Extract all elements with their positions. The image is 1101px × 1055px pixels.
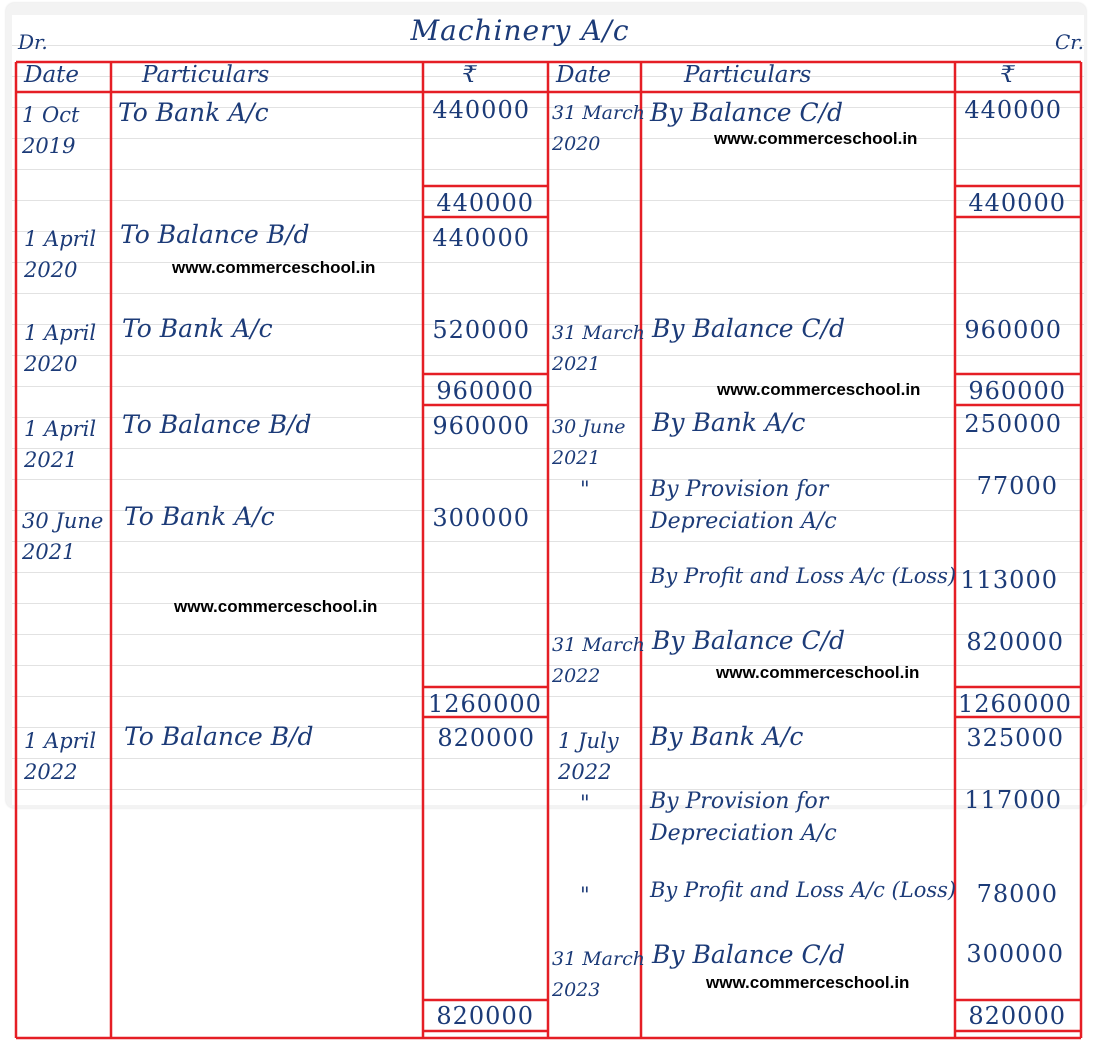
credit-date: ": [580, 883, 590, 907]
credit-date: ": [580, 477, 590, 501]
credit-label: Cr.: [1055, 30, 1085, 54]
watermark: www.commerceschool.in: [172, 258, 376, 277]
debit-amount: 440000: [432, 224, 530, 252]
credit-date: 31 March 2021: [552, 322, 645, 375]
debit-amount: 440000: [432, 96, 530, 124]
debit-particulars: To Balance B/d: [122, 410, 312, 439]
debit-date: 1 April 2022: [24, 729, 97, 784]
header-right-date: Date: [556, 62, 612, 88]
debit-particulars: To Bank A/c: [124, 502, 275, 531]
credit-amount: 250000: [964, 410, 1062, 438]
credit-particulars: By Bank A/c: [650, 722, 804, 751]
watermark: www.commerceschool.in: [714, 129, 918, 148]
credit-date: 30 June 2021: [552, 416, 626, 469]
credit-particulars: By Provision for Depreciation A/c: [650, 477, 837, 534]
credit-amount: 117000: [964, 786, 1062, 814]
debit-date: 1 April 2021: [24, 417, 97, 472]
watermark: www.commerceschool.in: [717, 380, 921, 399]
debit-date: 30 June 2021: [22, 509, 104, 564]
credit-total: 440000: [968, 189, 1066, 217]
credit-particulars: By Provision for Depreciation A/c: [650, 789, 837, 846]
debit-particulars: To Bank A/c: [122, 314, 273, 343]
debit-amount: 820000: [437, 724, 535, 752]
credit-total: 960000: [968, 377, 1066, 405]
credit-particulars: By Balance C/d: [652, 626, 846, 655]
credit-particulars: By Balance C/d: [650, 98, 844, 127]
debit-label: Dr.: [18, 30, 48, 54]
credit-amount: 960000: [964, 316, 1062, 344]
debit-total: 820000: [436, 1002, 534, 1030]
credit-amount: 300000: [966, 940, 1064, 968]
credit-amount: 325000: [966, 724, 1064, 752]
header-left-amount: ₹: [462, 62, 477, 88]
credit-total: 1260000: [958, 690, 1072, 718]
credit-date: 31 March 2023: [552, 948, 645, 1001]
credit-date: 31 March 2022: [552, 634, 645, 687]
header-right-particulars: Particulars: [684, 62, 812, 88]
credit-amount: 78000: [976, 880, 1058, 908]
debit-total: 960000: [436, 377, 534, 405]
header-right-amount: ₹: [1000, 62, 1015, 88]
credit-amount: 820000: [966, 628, 1064, 656]
debit-amount: 520000: [432, 316, 530, 344]
debit-total: 440000: [436, 189, 534, 217]
debit-particulars: To Balance B/d: [124, 722, 314, 751]
watermark: www.commerceschool.in: [706, 973, 910, 992]
debit-date: 1 April 2020: [24, 321, 97, 376]
account-title: Machinery A/c: [410, 14, 630, 47]
watermark: www.commerceschool.in: [174, 597, 378, 616]
debit-amount: 960000: [432, 412, 530, 440]
credit-particulars: By Profit and Loss A/c (Loss): [650, 564, 957, 588]
header-left-date: Date: [24, 62, 80, 88]
credit-amount: 440000: [964, 96, 1062, 124]
credit-date: 1 July 2022: [558, 729, 619, 784]
debit-amount: 300000: [432, 504, 530, 532]
credit-amount: 113000: [960, 566, 1058, 594]
header-left-particulars: Particulars: [142, 62, 270, 88]
debit-date: 1 Oct 2019: [22, 103, 80, 158]
debit-particulars: To Balance B/d: [120, 220, 310, 249]
credit-particulars: By Balance C/d: [652, 314, 846, 343]
watermark: www.commerceschool.in: [716, 663, 920, 682]
debit-date: 1 April 2020: [24, 227, 97, 282]
credit-amount: 77000: [976, 472, 1058, 500]
credit-particulars: By Profit and Loss A/c (Loss): [650, 878, 957, 902]
debit-total: 1260000: [428, 690, 542, 718]
credit-particulars: By Balance C/d: [652, 940, 846, 969]
credit-date: ": [580, 791, 590, 815]
credit-date: 31 March 2020: [552, 102, 645, 155]
debit-particulars: To Bank A/c: [118, 98, 269, 127]
credit-particulars: By Bank A/c: [652, 408, 806, 437]
credit-total: 820000: [968, 1002, 1066, 1030]
